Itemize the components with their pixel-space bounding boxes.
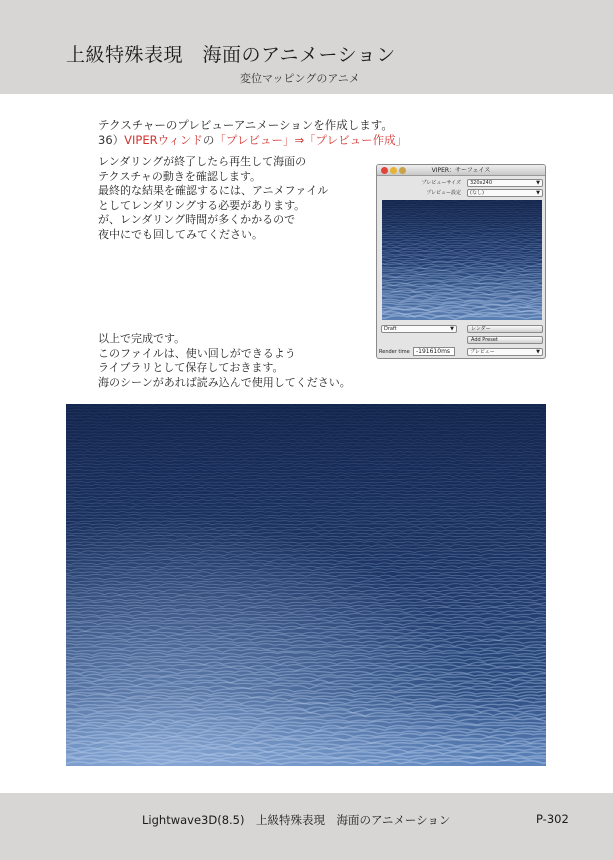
viper-window-title: VIPER：サーフェイス <box>431 167 491 174</box>
viper-preview-image <box>382 200 542 320</box>
paragraph-render-notes <box>98 155 368 243</box>
viper-titlebar <box>377 165 545 176</box>
page-header <box>0 0 613 94</box>
preview-menu-value: プレビュー <box>470 349 495 355</box>
preview-size-value: 320x240 <box>470 180 493 186</box>
chevron-down-icon: ▼ <box>450 326 454 332</box>
page-number: P-302 <box>536 812 569 826</box>
page-title: 上級特殊表現 海面のアニメーション <box>66 44 396 66</box>
step-instruction <box>98 133 407 148</box>
preview-size-label: プレビューサイズ <box>421 180 461 186</box>
preview-size-select[interactable] <box>467 179 543 187</box>
intro-text: テクスチャーのプレビューアニメーションを作成します。 <box>98 118 393 132</box>
preview-setting-value: (なし) <box>470 190 484 196</box>
render-time-field: -191610ms <box>413 347 455 356</box>
viper-window <box>376 164 546 359</box>
page-subtitle: 変位マッピングのアニメ <box>240 72 360 85</box>
paragraph-line: テクスチャの動きを確認します。 <box>98 169 262 183</box>
paragraph-line: レンダリングが終了したら再生して海面の <box>98 155 307 168</box>
preview-setting-label: プレビュー設定 <box>426 190 461 196</box>
ocean-preview-graphic <box>382 200 542 320</box>
step-window-word: ウィンド <box>157 133 203 147</box>
paragraph-completion-notes <box>98 332 398 390</box>
paragraph-line: 海のシーンがあれば読み込んで使用してください。 <box>98 375 351 389</box>
ocean-render-graphic <box>66 404 546 766</box>
step-number: 36） <box>98 133 125 147</box>
chevron-down-icon: ▼ <box>536 180 540 186</box>
add-preset-button[interactable]: Add Preset <box>467 336 543 344</box>
paragraph-line: が、レンダリング時間が多くかかるので <box>98 213 296 227</box>
paragraph-line: としてレンダリングする必要があります。 <box>98 198 306 212</box>
ocean-render-image <box>66 404 546 766</box>
preview-setting-select[interactable] <box>467 189 543 197</box>
paragraph-line: 以上で完成です。 <box>98 332 186 345</box>
step-app-name: VIPER <box>124 133 158 147</box>
page-footer <box>0 793 613 860</box>
step-particle: の <box>202 133 215 147</box>
paragraph-line: ライブラリとして保存しておきます。 <box>98 361 284 375</box>
chevron-down-icon: ▼ <box>536 349 540 355</box>
paragraph-line: 夜中にでも回してみてください。 <box>98 227 263 241</box>
footer-title: Lightwave3D(8.5) 上級特殊表現 海面のアニメーション <box>142 813 451 827</box>
step-menu-path: 「プレビュー」⇒「プレビュー作成」 <box>214 133 408 147</box>
render-button[interactable]: レンダー <box>467 325 543 333</box>
paragraph-line: 最終的な結果を確認するには、アニメファイル <box>98 184 329 198</box>
render-time-label: Render time <box>379 349 410 355</box>
paragraph-line: このファイルは、使い回しができるよう <box>98 346 296 360</box>
preview-menu-select[interactable] <box>467 348 543 356</box>
chevron-down-icon: ▼ <box>536 190 540 196</box>
quality-value: Draft <box>384 326 397 332</box>
